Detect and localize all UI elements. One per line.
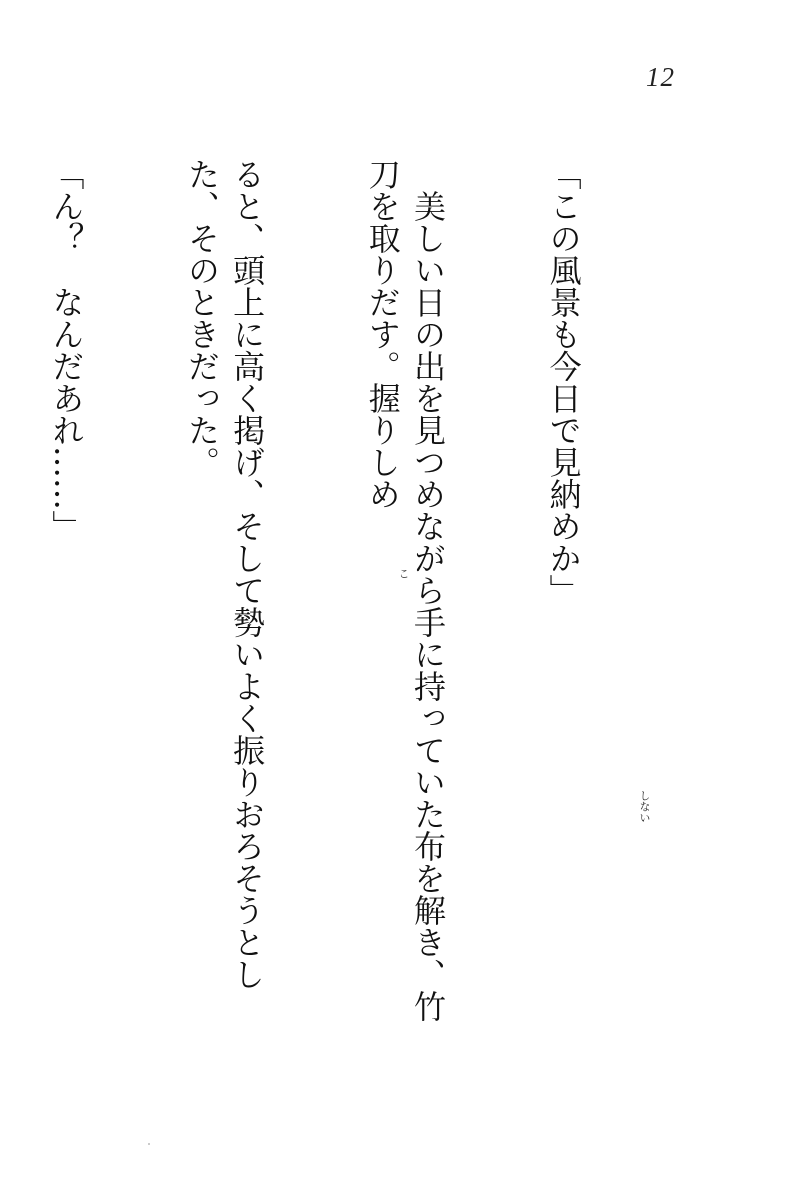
furigana-ko: こ [397,568,410,579]
text-line: 「この風景も今日で見納めか」 [544,158,583,606]
text-line: 美しい日の出を見つめながら手に持っていた布を解き、竹刀を取りだす。握りしめ [363,158,447,1022]
vertical-body-text [47,158,676,1038]
text-line: 「ん？ なんだあれ……」 [47,158,86,542]
print-speck [148,1143,150,1145]
text-line: ると、頭上に高く掲げ、そして勢いよく振りおろそうとした、そのときだった。 [182,158,267,990]
page-number: 12 [646,62,675,92]
furigana-shinai: しない [638,790,651,823]
